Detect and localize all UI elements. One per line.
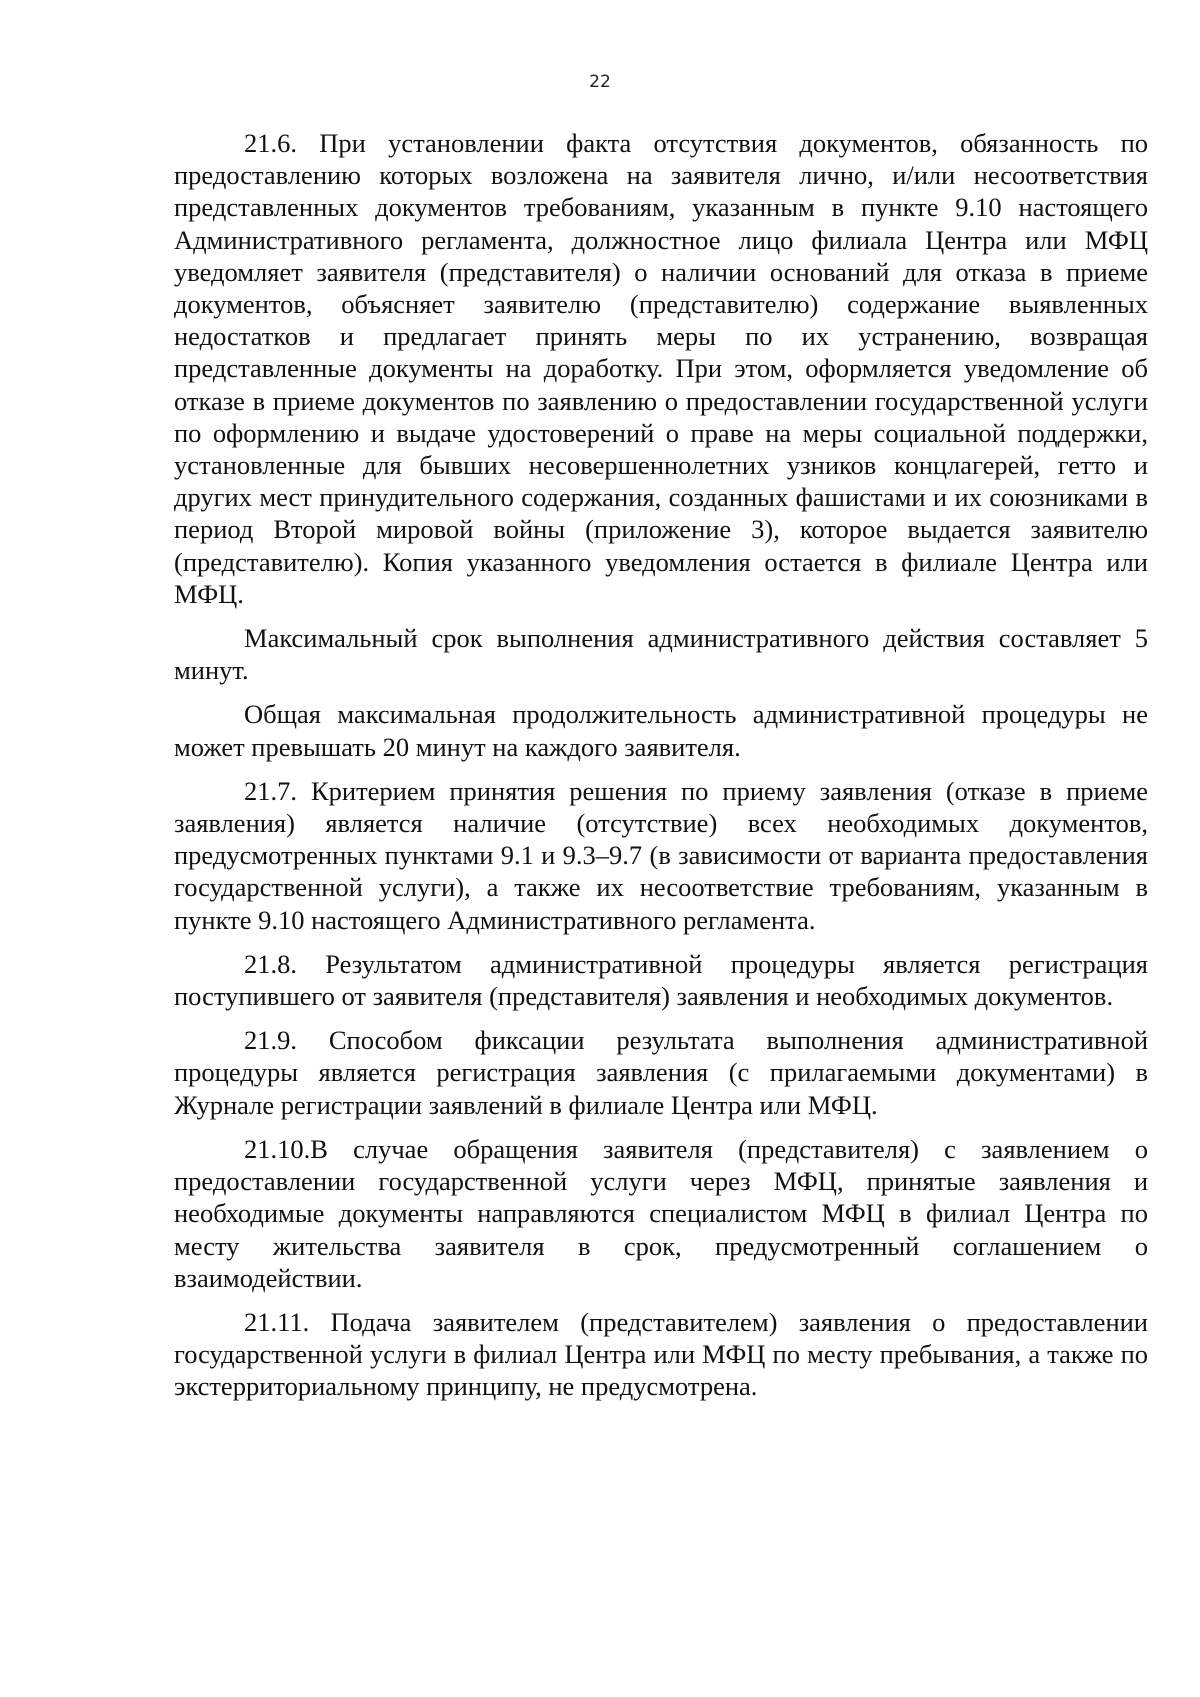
page-number: 22: [589, 72, 611, 92]
paragraph-max-duration-action: Максимальный срок выполнения административного действия составляет 5 минут.: [174, 623, 1148, 686]
paragraph-21-6: 21.6. При установлении факта отсутствия документов, обязанность по предоставлению которых возложена на заявителя лично, и/или несоответствия представленных документов требованиям, указанным в пункте 9.10 настоящего Административного регламента, должностное лицо филиала Центра или МФЦ уведомляет заявителя (представителя) о наличии оснований для отказа в приеме документов, объясняет заявителю (представителю) содержание выявленных недостатков и предлагает принять меры по их устранению, возвращая представленные документы на доработку. При этом, оформляется уведомление об отказе в приеме документов по заявлению о предоставлении государственной услуги по оформлению и выдаче удостоверений о праве на меры социальной поддержки, установленные для бывших несовершеннолетних узников концлагерей, гетто и других мест принудительного содержания, созданных фашистами и их союзниками в период Второй мировой войны (приложение 3), которое выдается заявителю (представителю). Копия указанного уведомления остается в филиале Центра или МФЦ.: [174, 128, 1148, 609]
paragraph-max-duration-procedure: Общая максимальная продолжительность административной процедуры не может превышать 20 минут на каждого заявителя.: [174, 699, 1148, 762]
document-body: [174, 127, 1148, 1415]
paragraph-21-9: 21.9. Способом фиксации результата выполнения административной процедуры является регистрация заявления (с прилагаемыми документами) в Журнале регистрации заявлений в филиале Центра или МФЦ.: [174, 1025, 1148, 1120]
paragraph-21-10: 21.10.В случае обращения заявителя (представителя) с заявлением о предоставлении государственной услуги через МФЦ, принятые заявления и необходимые документы направляются специалистом МФЦ в филиал Центра по месту жительства заявителя в срок, предусмотренный соглашением о взаимодействии.: [174, 1133, 1148, 1293]
paragraph-21-11: 21.11. Подача заявителем (представителем) заявления о предоставлении государственной услуги в филиал Центра или МФЦ по месту пребывания, а также по экстерриториальному принципу, не предусмотрена.: [174, 1306, 1148, 1402]
paragraph-21-8: 21.8. Результатом административной процедуры является регистрация поступившего от заявителя (представителя) заявления и необходимых документов.: [174, 948, 1148, 1012]
paragraph-21-7: 21.7. Критерием принятия решения по приему заявления (отказе в приеме заявления) является наличие (отсутствие) всех необходимых документов, предусмотренных пунктами 9.1 и 9.3–9.7 (в зависимости от варианта предоставления государственной услуги), а также их несоответствие требованиям, указанным в пункте 9.10 настоящего Административного регламента.: [174, 775, 1148, 935]
